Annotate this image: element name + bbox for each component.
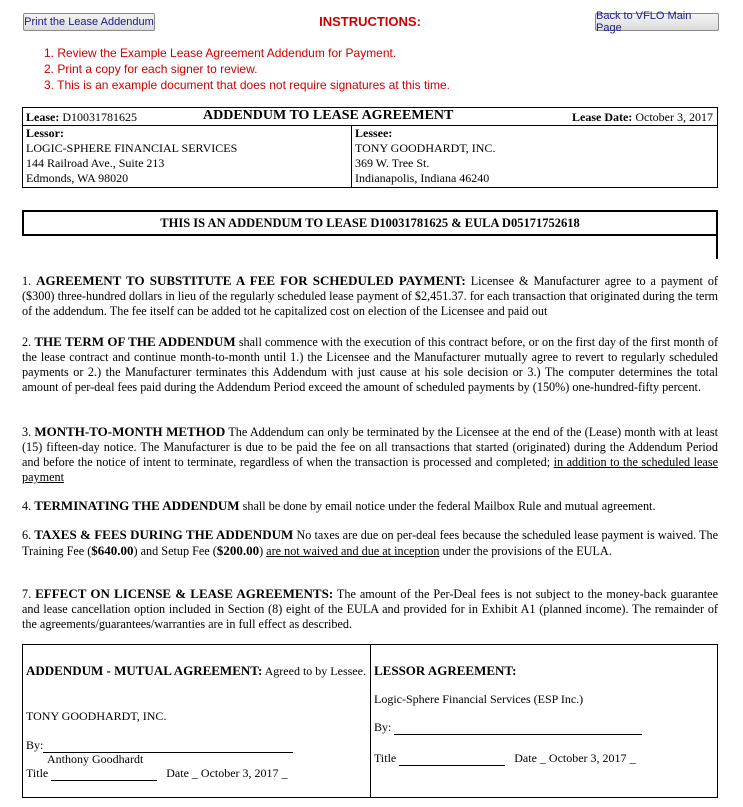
section-2: 2. THE TERM OF THE ADDENDUM shall commence with the execution of this contract before, or on the first day of the first month of the lease contract and continue month-to-month until 1.) the Licensee and the Manufacturer mutually agree to revert to regularly scheduled payments or 2.) the Manufacturer terminates this Addendum with just cause at his sole decision or 3.) The computer determines the total amount of per-deal fees paid during the Addendum Period exceed the amount of scheduled payments by (150%) one-hundred-fifty percent. [22, 334, 719, 394]
lessor-city: Edmonds, WA 98020 [26, 171, 129, 185]
lessee-by-line[interactable]: By: [26, 738, 293, 753]
lessor-by-line[interactable]: By: [374, 720, 642, 735]
instruction-item: 1. Review the Example Lease Agreement Addendum for Payment. [44, 46, 397, 60]
lessee-signature-block [23, 645, 371, 797]
section-3: 3. MONTH-TO-MONTH METHOD The Addendum can only be terminated by the Licensee at the end of the (Lease) month with at least (15) fifteen-day notice. The Manufacturer is due to be paid the fee on all transactions that started (originated) during the Addendum Period and before the notice of intent to terminate, regardless of when the transaction is processed and completed; in addition to the scheduled lease payment [22, 424, 719, 484]
lease-number: Lease: D10031781625 [26, 110, 137, 124]
lessor-agreement-heading: LESSOR AGREEMENT: [374, 663, 517, 678]
lessee-agreement-heading: ADDENDUM - MUTUAL AGREEMENT: Agreed to by Lessee. [26, 663, 366, 678]
addendum-banner: THIS IS AN ADDENDUM TO LEASE D10031781625 & EULA D05171752618 [22, 210, 718, 236]
lessee-block: Lessee: TONY GOODHARDT, INC. 369 W. Tree St. Indianapolis, Indiana 46240 [352, 126, 717, 187]
instruction-item: 3. This is an example document that does not require signatures at this time. [44, 78, 450, 92]
section-1: 1. AGREEMENT TO SUBSTITUTE A FEE FOR SCHEDULED PAYMENT: Licensee & Manufacturer agree to a payment of ($300) three-hundred dollars in lieu of the regularly scheduled lease payment of $2,451.37. for each transaction that originated during the term of the addendum. The fee itself can be added tot he capitalized cost on election of the Licensee and paid out [22, 273, 718, 318]
lessee-company: TONY GOODHARDT, INC. [26, 709, 167, 723]
lessee-title-date-line[interactable]: Title Date _ October 3, 2017 _ [26, 766, 288, 780]
divider [716, 235, 718, 259]
document-title: ADDENDUM TO LEASE AGREEMENT [203, 108, 454, 123]
lease-header-box [22, 107, 718, 188]
instruction-item: 2. Print a copy for each signer to review. [44, 62, 258, 76]
section-6: 6. TAXES & FEES DURING THE ADDENDUM No taxes are due on per-deal fees because the scheduled lease payment is waived. The Training Fee ($640.00) and Setup Fee ($200.00) are not waived and due at inception under the provisions of the EULA. [22, 527, 719, 558]
lessor-address: 144 Railroad Ave., Suite 213 [26, 156, 165, 170]
lessee-signer-name: Anthony Goodhardt [47, 752, 144, 766]
lessor-name: LOGIC-SPHERE FINANCIAL SERVICES [26, 141, 238, 155]
lessor-company: Logic-Sphere Financial Services (ESP Inc.) [374, 692, 584, 706]
lessee-name: TONY GOODHARDT, INC. [355, 141, 496, 155]
signature-box [22, 644, 718, 798]
section-7: 7. EFFECT ON LICENSE & LEASE AGREEMENTS: The amount of the Per-Deal fees is not subject to the money-back guarantee and lease cancellation option included in Section (8) eight of the EULA and provided for in Exhibit A1 (planned income). The remainder of the agreements/guarantees/warranties are in full effect as described. [22, 586, 719, 631]
lessee-city: Indianapolis, Indiana 46240 [355, 171, 490, 185]
instructions-title: INSTRUCTIONS: [319, 14, 421, 29]
lessee-address: 369 W. Tree St. [355, 156, 430, 170]
back-to-main-button[interactable]: Back to VFLO Main Page [595, 13, 719, 31]
lessor-signature-block [371, 645, 717, 797]
lessor-title-date-line[interactable]: Title Date _ October 3, 2017 _ [374, 751, 636, 765]
instructions-list [44, 45, 450, 93]
section-4: 4. TERMINATING THE ADDENDUM shall be done by email notice under the federal Mailbox Rule and mutual agreement. [22, 498, 656, 513]
lessor-block: Lessor: LOGIC-SPHERE FINANCIAL SERVICES 144 Railroad Ave., Suite 213 Edmonds, WA 98020 [23, 126, 352, 187]
print-addendum-button[interactable]: Print the Lease Addendum [23, 13, 155, 31]
lease-date: Lease Date: October 3, 2017 [572, 110, 713, 124]
